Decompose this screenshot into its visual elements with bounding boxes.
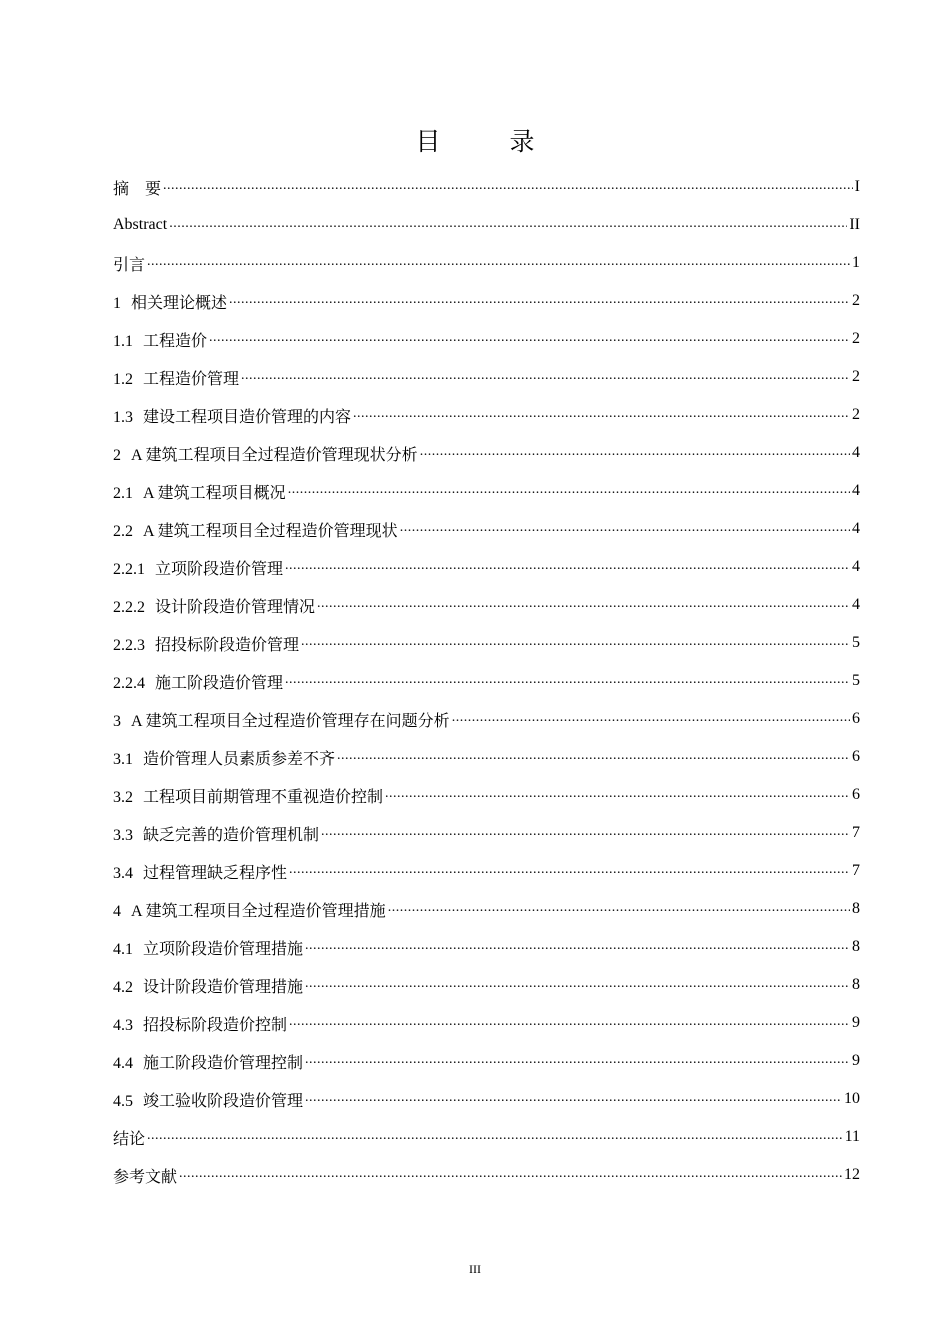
- dot-leader: [420, 444, 850, 460]
- toc-entry[interactable]: [113, 738, 860, 776]
- toc-entry[interactable]: [113, 358, 860, 396]
- dot-leader: [305, 1052, 850, 1068]
- toc-entry-label: [113, 328, 207, 351]
- dot-leader: [229, 292, 850, 308]
- toc-entry-text: 工程造价: [143, 332, 208, 350]
- toc-entry[interactable]: [113, 700, 860, 738]
- toc-entry-number: 2.2.4: [113, 674, 145, 692]
- toc-entry-text: 结论: [113, 1130, 146, 1148]
- toc-entry-page: 7: [852, 824, 860, 841]
- dot-leader: [305, 976, 850, 992]
- toc-entry-number: 4.2: [113, 978, 133, 996]
- page-number: III: [469, 1262, 481, 1276]
- toc-entry-text: 过程管理缺乏程序性: [143, 864, 288, 882]
- toc-entry-text: A 建筑工程项目全过程造价管理措施: [131, 902, 386, 920]
- toc-entry-label: [113, 366, 239, 389]
- table-of-contents: [113, 168, 860, 1194]
- toc-entry-label: [113, 1012, 287, 1035]
- toc-entry-text: 立项阶段造价管理: [155, 560, 284, 578]
- toc-entry-text: 参考文献: [113, 1168, 178, 1186]
- toc-entry-label: [113, 1050, 303, 1073]
- dot-leader: [169, 216, 847, 232]
- dot-leader: [452, 710, 850, 726]
- toc-entry-label: [113, 1164, 177, 1187]
- toc-entry-text: 施工阶段造价管理: [155, 674, 284, 692]
- toc-entry-label: [113, 822, 319, 845]
- toc-entry-page: 4: [852, 558, 860, 575]
- dot-leader: [321, 824, 850, 840]
- toc-entry-page: 4: [852, 482, 860, 499]
- toc-entry-page: 2: [852, 330, 860, 347]
- toc-entry-label: [113, 518, 398, 541]
- toc-entry[interactable]: [113, 510, 860, 548]
- toc-entry-page: 6: [852, 748, 860, 765]
- toc-entry[interactable]: [113, 776, 860, 814]
- toc-entry-number: 1.1: [113, 332, 133, 350]
- toc-entry-text: 立项阶段造价管理措施: [143, 940, 304, 958]
- toc-entry-number: 2.2: [113, 522, 133, 540]
- toc-entry-page: 8: [852, 900, 860, 917]
- toc-entry[interactable]: [113, 206, 860, 244]
- toc-entry[interactable]: [113, 662, 860, 700]
- toc-entry-text: 摘 要: [113, 180, 162, 198]
- toc-entry-number: 4.1: [113, 940, 133, 958]
- toc-entry-label: [113, 746, 335, 769]
- toc-entry[interactable]: [113, 244, 860, 282]
- toc-entry-page: 6: [852, 710, 860, 727]
- dot-leader: [285, 672, 850, 688]
- toc-entry[interactable]: [113, 1080, 860, 1118]
- toc-entry-label: [113, 442, 418, 465]
- toc-entry-text: 招投标阶段造价管理: [155, 636, 300, 654]
- toc-entry-page: 1: [852, 254, 860, 271]
- dot-leader: [400, 520, 850, 536]
- toc-entry-label: [113, 898, 386, 921]
- toc-entry[interactable]: [113, 168, 860, 206]
- toc-entry-text: Abstract: [113, 216, 168, 233]
- toc-entry-page: 2: [852, 292, 860, 309]
- toc-entry-label: [113, 860, 287, 883]
- toc-entry-text: A 建筑工程项目概况: [143, 484, 286, 502]
- toc-entry[interactable]: [113, 624, 860, 662]
- toc-entry-label: [113, 974, 303, 997]
- toc-entry-text: 造价管理人员素质参差不齐: [143, 750, 336, 768]
- toc-entry[interactable]: [113, 1118, 860, 1156]
- toc-entry-page: 11: [844, 1128, 860, 1145]
- toc-entry[interactable]: [113, 1156, 860, 1194]
- toc-entry[interactable]: [113, 890, 860, 928]
- dot-leader: [305, 1090, 842, 1106]
- toc-entry[interactable]: [113, 320, 860, 358]
- toc-entry[interactable]: [113, 472, 860, 510]
- toc-entry-text: 设计阶段造价管理情况: [155, 598, 316, 616]
- toc-entry[interactable]: [113, 928, 860, 966]
- toc-entry-label: [113, 1126, 145, 1149]
- toc-entry-page: 6: [852, 786, 860, 803]
- dot-leader: [147, 254, 850, 270]
- dot-leader: [163, 178, 853, 194]
- toc-entry-number: 2: [113, 446, 121, 464]
- toc-entry-number: 1.2: [113, 370, 133, 388]
- toc-entry-label: [113, 1088, 303, 1111]
- toc-entry-number: 4.4: [113, 1054, 133, 1072]
- toc-entry-page: 4: [852, 596, 860, 613]
- dot-leader: [305, 938, 850, 954]
- toc-entry-number: 2.2.3: [113, 636, 145, 654]
- dot-leader: [317, 596, 850, 612]
- toc-entry[interactable]: [113, 434, 860, 472]
- toc-entry-label: [113, 176, 161, 199]
- dot-leader: [147, 1128, 843, 1144]
- toc-entry-page: 9: [852, 1014, 860, 1031]
- toc-entry[interactable]: [113, 396, 860, 434]
- toc-entry-text: A 建筑工程项目全过程造价管理现状: [143, 522, 398, 540]
- toc-entry-label: [113, 480, 286, 503]
- dot-leader: [285, 558, 850, 574]
- toc-entry-number: 3.3: [113, 826, 133, 844]
- toc-entry-page: I: [854, 178, 860, 195]
- toc-entry-page: 5: [852, 672, 860, 689]
- dot-leader: [337, 748, 850, 764]
- dot-leader: [209, 330, 850, 346]
- dot-leader: [288, 482, 850, 498]
- toc-entry-page: 10: [844, 1090, 860, 1107]
- toc-entry-number: 3.4: [113, 864, 133, 882]
- dot-leader: [241, 368, 850, 384]
- toc-entry-text: A 建筑工程项目全过程造价管理存在问题分析: [131, 712, 450, 730]
- toc-entry-number: 4.5: [113, 1092, 133, 1110]
- toc-entry-number: 2.2.1: [113, 560, 145, 578]
- toc-entry-number: 3.1: [113, 750, 133, 768]
- dot-leader: [179, 1166, 842, 1182]
- toc-entry-page: 4: [852, 520, 860, 537]
- toc-entry-label: [113, 556, 283, 579]
- toc-entry-number: 3.2: [113, 788, 133, 806]
- toc-entry-page: 2: [852, 406, 860, 423]
- dot-leader: [301, 634, 850, 650]
- toc-entry-label: [113, 936, 303, 959]
- toc-entry-text: 招投标阶段造价控制: [143, 1016, 288, 1034]
- toc-entry-page: 7: [852, 862, 860, 879]
- toc-entry-number: 3: [113, 712, 121, 730]
- toc-entry-page: 9: [852, 1052, 860, 1069]
- toc-entry[interactable]: [113, 1004, 860, 1042]
- toc-entry-label: [113, 708, 450, 731]
- toc-entry[interactable]: [113, 814, 860, 852]
- toc-entry-label: [113, 216, 167, 234]
- toc-entry-label: [113, 632, 299, 655]
- toc-entry-page: 5: [852, 634, 860, 651]
- toc-entry-page: 12: [844, 1166, 860, 1183]
- toc-entry-number: 2.1: [113, 484, 133, 502]
- toc-entry-label: [113, 404, 351, 427]
- toc-entry-number: 4: [113, 902, 121, 920]
- toc-entry-text: 工程造价管理: [143, 370, 240, 388]
- toc-entry-label: [113, 670, 283, 693]
- toc-entry-label: [113, 290, 227, 313]
- dot-leader: [353, 406, 850, 422]
- toc-entry-text: 引言: [113, 256, 146, 274]
- toc-entry-text: 设计阶段造价管理措施: [143, 978, 304, 996]
- toc-entry-text: 施工阶段造价管理控制: [143, 1054, 304, 1072]
- toc-entry-text: 工程项目前期管理不重视造价控制: [143, 788, 384, 806]
- toc-entry-text: A 建筑工程项目全过程造价管理现状分析: [131, 446, 418, 464]
- toc-entry-number: 2.2.2: [113, 598, 145, 616]
- toc-entry[interactable]: [113, 852, 860, 890]
- toc-entry-text: 建设工程项目造价管理的内容: [143, 408, 352, 426]
- toc-entry-page: 8: [852, 976, 860, 993]
- dot-leader: [289, 1014, 850, 1030]
- toc-entry-text: 缺乏完善的造价管理机制: [143, 826, 320, 844]
- toc-entry-page: 4: [852, 444, 860, 461]
- toc-entry-number: 1: [113, 294, 121, 312]
- toc-entry-number: 1.3: [113, 408, 133, 426]
- toc-entry[interactable]: [113, 586, 860, 624]
- toc-entry-text: 相关理论概述: [131, 294, 228, 312]
- toc-entry-label: [113, 594, 315, 617]
- toc-entry-number: 4.3: [113, 1016, 133, 1034]
- dot-leader: [385, 786, 850, 802]
- toc-entry-label: [113, 784, 383, 807]
- toc-entry[interactable]: [113, 1042, 860, 1080]
- dot-leader: [388, 900, 850, 916]
- toc-entry[interactable]: [113, 966, 860, 1004]
- toc-entry-text: 竣工验收阶段造价管理: [143, 1092, 304, 1110]
- toc-entry[interactable]: [113, 282, 860, 320]
- toc-entry-page: 2: [852, 368, 860, 385]
- toc-entry-label: [113, 252, 145, 275]
- toc-entry-page: 8: [852, 938, 860, 955]
- page-title: 目 录: [415, 127, 557, 156]
- dot-leader: [289, 862, 850, 878]
- toc-entry[interactable]: [113, 548, 860, 586]
- toc-entry-page: II: [849, 216, 860, 233]
